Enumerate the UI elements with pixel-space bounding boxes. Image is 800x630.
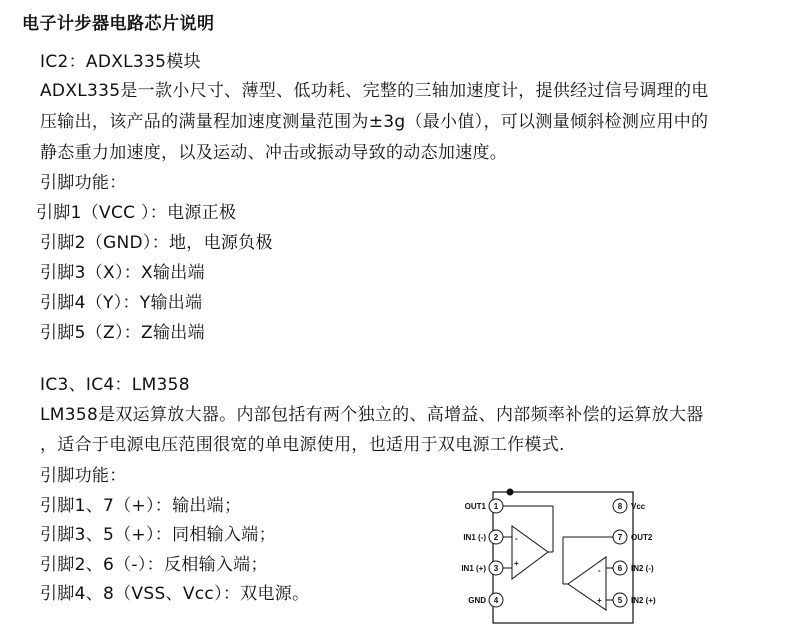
pin-label-vcc: Vcc: [631, 502, 646, 511]
ic2-pin-1: 引脚1（VCC ）：电源正极: [36, 203, 237, 223]
ic34-desc-line-2: ，适合于电源电压范围很宽的单电源使用，也适用于双电源工作模式.: [40, 435, 565, 455]
lm358-pinout-diagram: [448, 484, 688, 626]
ic2-desc-line-3: 静态重力加速度，以及运动、冲击或振动导致的动态加速度。: [40, 143, 508, 163]
ic34-pin-1: 引脚1、7（+）：输出端；: [40, 496, 242, 516]
pin-label-in2-plus: IN2 (+): [631, 596, 656, 605]
pin-number-5: 5: [617, 596, 623, 605]
pin-label-in1-plus: IN1 (+): [461, 564, 486, 573]
pin-number-2: 2: [493, 533, 499, 542]
pin-label-gnd: GND: [468, 596, 486, 605]
ic2-pins-label: 引脚功能：: [40, 173, 127, 193]
ic34-desc-line-1: LM358是双运算放大器。内部包括有两个独立的、高增益、内部频率补偿的运算放大器: [40, 405, 704, 425]
pin-number-7: 7: [617, 533, 623, 542]
pin-number-3: 3: [493, 564, 499, 573]
pin-label-out1: OUT1: [464, 502, 486, 511]
lm358-pinout-svg: [448, 484, 688, 626]
ic2-pin-5: 引脚5（Z）：Z输出端: [40, 323, 205, 343]
opamp-2-minus-sign: -: [598, 566, 601, 575]
pin-number-1: 1: [493, 502, 499, 511]
ic34-heading: IC3、IC4：LM358: [40, 375, 190, 395]
ic2-heading: IC2：ADXL335模块: [40, 52, 201, 72]
pin-number-6: 6: [617, 564, 623, 573]
ic2-pin-4: 引脚4（Y）：Y输出端: [40, 293, 203, 313]
opamp-1-minus-sign: -: [515, 534, 518, 543]
page-title: 电子计步器电路芯片说明: [22, 14, 215, 34]
ic2-pin-2: 引脚2（GND）：地，电源负极: [40, 233, 273, 253]
ic2-desc-line-2: 压输出，该产品的满量程加速度测量范围为±3g（最小值），可以测量倾斜检测应用中的: [40, 112, 709, 132]
ic34-pin-4: 引脚4、8（VSS、Vcc）：双电源。: [40, 584, 310, 604]
opamp-1-plus-sign: +: [514, 559, 519, 568]
pin-number-4: 4: [493, 596, 499, 605]
ic34-pins-label: 引脚功能：: [40, 466, 127, 486]
pin-label-in2-minus: IN2 (-): [631, 564, 654, 573]
pin-label-in1-minus: IN1 (-): [463, 533, 486, 542]
ic34-pin-3: 引脚2、6（-）：反相输入端；: [40, 555, 268, 575]
ic2-pin-3: 引脚3（X）：X输出端: [40, 263, 205, 283]
pin1-dot: [507, 489, 514, 496]
ic2-desc-line-1: ADXL335是一款小尺寸、薄型、低功耗、完整的三轴加速度计，提供经过信号调理的电: [40, 81, 709, 101]
ic34-pin-2: 引脚3、5（+）：同相输入端；: [40, 525, 276, 545]
opamp-2-plus-sign: +: [597, 596, 602, 605]
pin-number-8: 8: [617, 502, 623, 511]
pin-label-out2: OUT2: [631, 533, 653, 542]
